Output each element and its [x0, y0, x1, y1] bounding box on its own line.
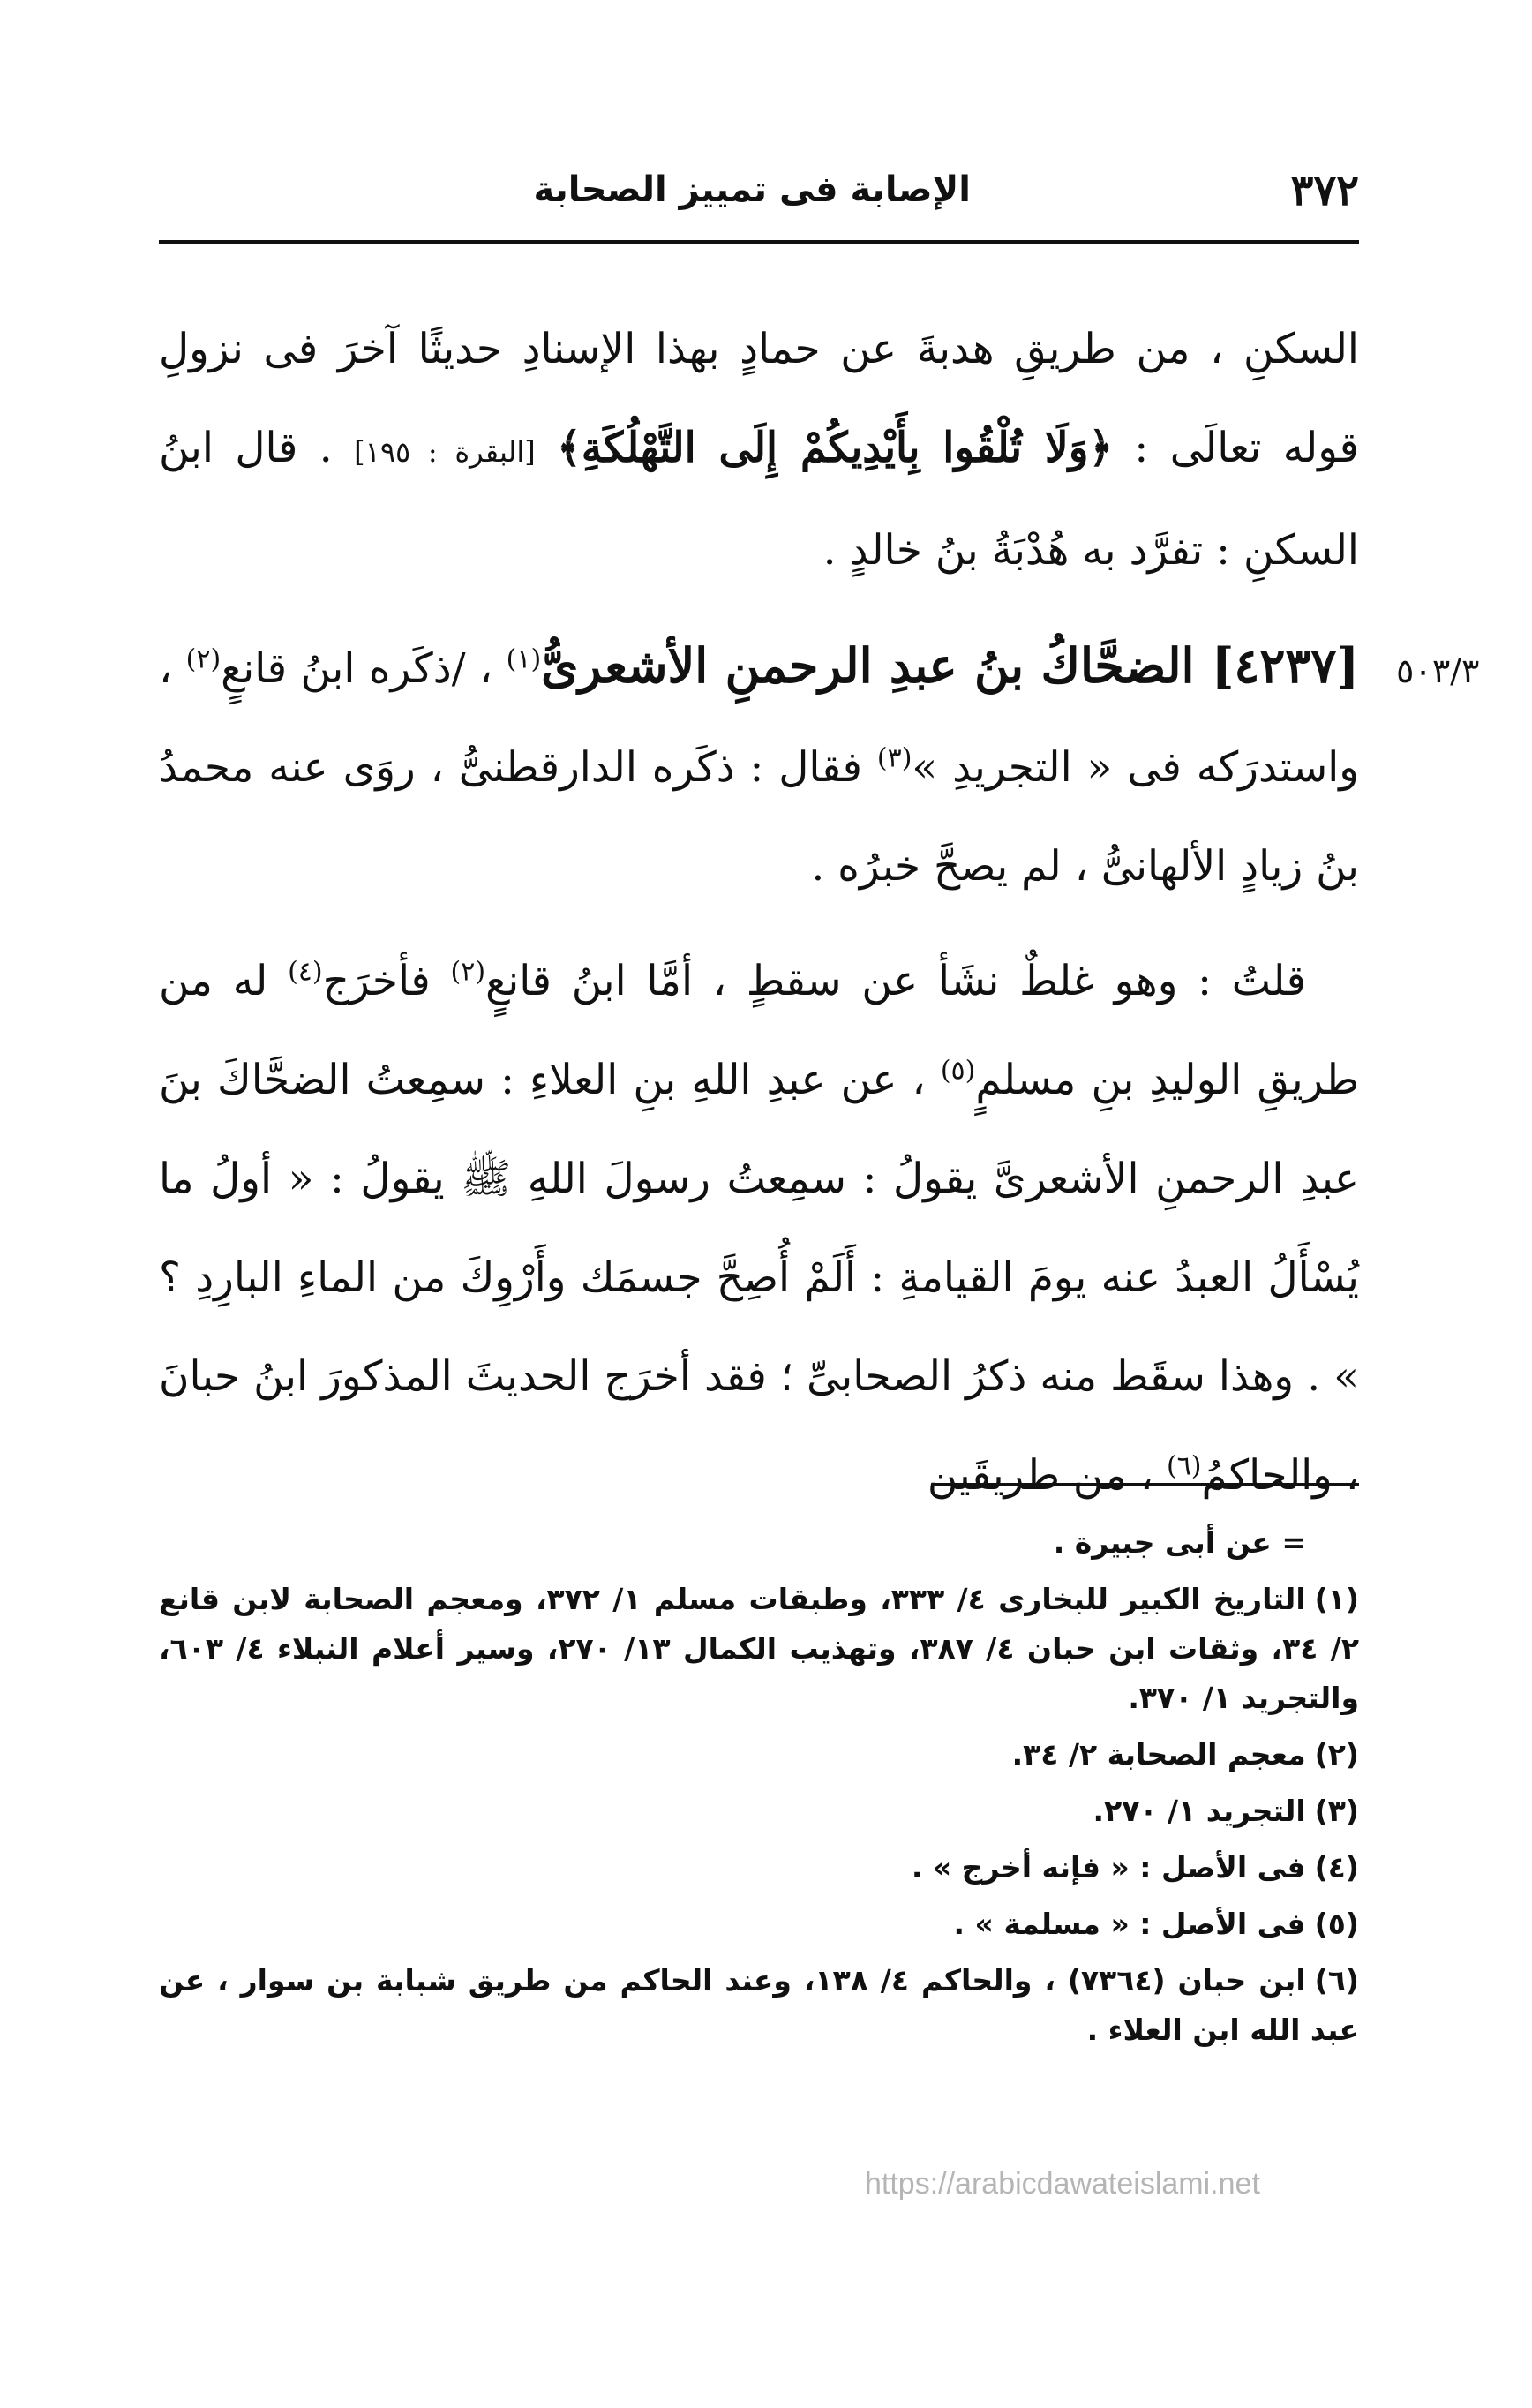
paragraph-3-text-5: ، من طريقَين [927, 1451, 1167, 1500]
footnote-3 [159, 1787, 1359, 1836]
footnote-4 [159, 1843, 1359, 1893]
page-header [159, 150, 1359, 221]
paragraph-1-text: السكنِ ، من طريقِ هدبةَ عن حمادٍ بهذا الإسنادِ حديثًا آخرَ فى نزولِ قوله تعالَى : [159, 325, 1359, 472]
footnote-ref-3: (٣) [876, 742, 912, 774]
footnote-3-number: (٣) [1314, 1794, 1359, 1828]
entry-text-3: فقال : ذكَره الدارقطنىُّ ، روَى عنه محمدُ بنُ زيادٍ الألهانىُّ ، لم يصحَّ خبرُه . [159, 743, 1359, 891]
footnote-ref-5: (٥) [940, 1055, 976, 1087]
footnote-6 [159, 1956, 1359, 2055]
footnote-6-number: (٦) [1314, 1963, 1359, 1998]
footnote-2 [159, 1730, 1359, 1780]
quran-reference: [البقرة : ١٩٥] [354, 435, 536, 469]
paragraph-3-text-1: قلتُ : وهو غلطٌ نشَأ عن سقطٍ ، أمَّا ابنُ قانعٍ [485, 957, 1306, 1005]
footnote-ref-2b: (٢) [450, 956, 486, 988]
footnote-ref-4: (٤) [288, 956, 323, 988]
main-text [159, 300, 1359, 1525]
running-title: الإصابة فى تمييز الصحابة [533, 169, 971, 210]
footnote-1 [159, 1575, 1359, 1723]
footnote-6-text: ابن حبان (٧٣٦٤) ، والحاكم ٤/ ١٣٨، وعند الحاكم من طريق شبابة بن سوار ، عن عبد الله ابن العلاء . [159, 1963, 1359, 2047]
paragraph-1 [159, 300, 1359, 600]
footnotes [159, 1518, 1359, 2062]
paragraph-3-text-2: فأخرَج [322, 957, 451, 1005]
footnote-4-text: فى الأصل : « فإنه أخرج » . [911, 1850, 1306, 1885]
footnote-ref-1: (١) [506, 643, 542, 675]
footnote-4-number: (٤) [1314, 1850, 1359, 1885]
quran-verse: ﴿وَلَا تُلْقُوا بِأَيْدِيكُمْ إِلَى التَّهْلُكَةِ﴾ [557, 424, 1113, 472]
paragraph-1-tail: . قال ابنُ السكنِ : تفرَّد به هُدْبَةُ بنُ خالدٍ . [159, 424, 1359, 575]
entry-heading: [٤٢٣٧] الضحَّاكُ بنُ عبدِ الرحمنِ الأشعرىُّ [541, 637, 1359, 694]
watermark-url: https://arabicdawateislami.net [865, 2167, 1260, 2201]
paragraph-3-text-3: له من طريقِ الوليدِ بنِ مسلمٍ [159, 957, 1359, 1104]
footnote-ref-2: (٢) [185, 643, 222, 675]
footnote-1-text: التاريخ الكبير للبخارى ٤/ ٣٣٣، وطبقات مسلم ١/ ٣٧٢، ومعجم الصحابة لابن قانع ٢/ ٣٤، وثقات ابن حبان ٤/ ٣٨٧، وتهذيب الكمال ١٣/ ٢٧٠، وسير أعلام النبلاء ٤/ ٦٠٣، والتجريد ١/ ٣٧٠. [159, 1582, 1360, 1715]
header-rule [159, 240, 1359, 244]
margin-reference: ٥٠٣/٣ [1396, 651, 1480, 690]
footnote-2-number: (٢) [1314, 1737, 1359, 1772]
footnote-rule [935, 1483, 1359, 1486]
footnote-continuation: = عن أبى جبيرة . [1053, 1525, 1306, 1560]
footnote-ref-6: (٦) [1166, 1450, 1202, 1482]
footnote-3-text: التجريد ١/ ٢٧٠. [1093, 1794, 1306, 1828]
footnote-2-text: معجم الصحابة ٢/ ٣٤. [1011, 1737, 1306, 1772]
footnote-5-text: فى الأصل : « مسلمة » . [953, 1907, 1306, 1941]
paragraph-3 [159, 932, 1359, 1525]
entry-paragraph [159, 616, 1359, 916]
entry-text-2: ، واستدرَكه فى « التجريدِ » [159, 644, 1359, 792]
paragraph-3-text-4: ، عن عبدِ اللهِ بنِ العلاءِ : سمِعتُ الضحَّاكَ بنَ عبدِ الرحمنِ الأشعرىَّ يقولُ : سمِعتُ رسولَ اللهِ ﷺ يقولُ : « أولُ ما يُسْأَلُ العبدُ عنه يومَ القيامةِ : أَلَمْ أُصِحَّ جسمَك وأَرْوِكَ من الماءِ البارِدِ ؟ » . وهذا سقَط منه ذكرُ الصحابىِّ ؛ فقد أخرَج الحديثَ المذكورَ ابنُ حبانَ ، والحاكمُ [159, 1056, 1359, 1500]
page-number: ٣٧٢ [1290, 166, 1359, 215]
footnote-5 [159, 1900, 1359, 1949]
entry-text-1: ، /ذكَره ابنُ قانعٍ [221, 644, 507, 693]
footnote-1-number: (١) [1314, 1582, 1359, 1616]
footnote-5-number: (٥) [1314, 1907, 1359, 1941]
